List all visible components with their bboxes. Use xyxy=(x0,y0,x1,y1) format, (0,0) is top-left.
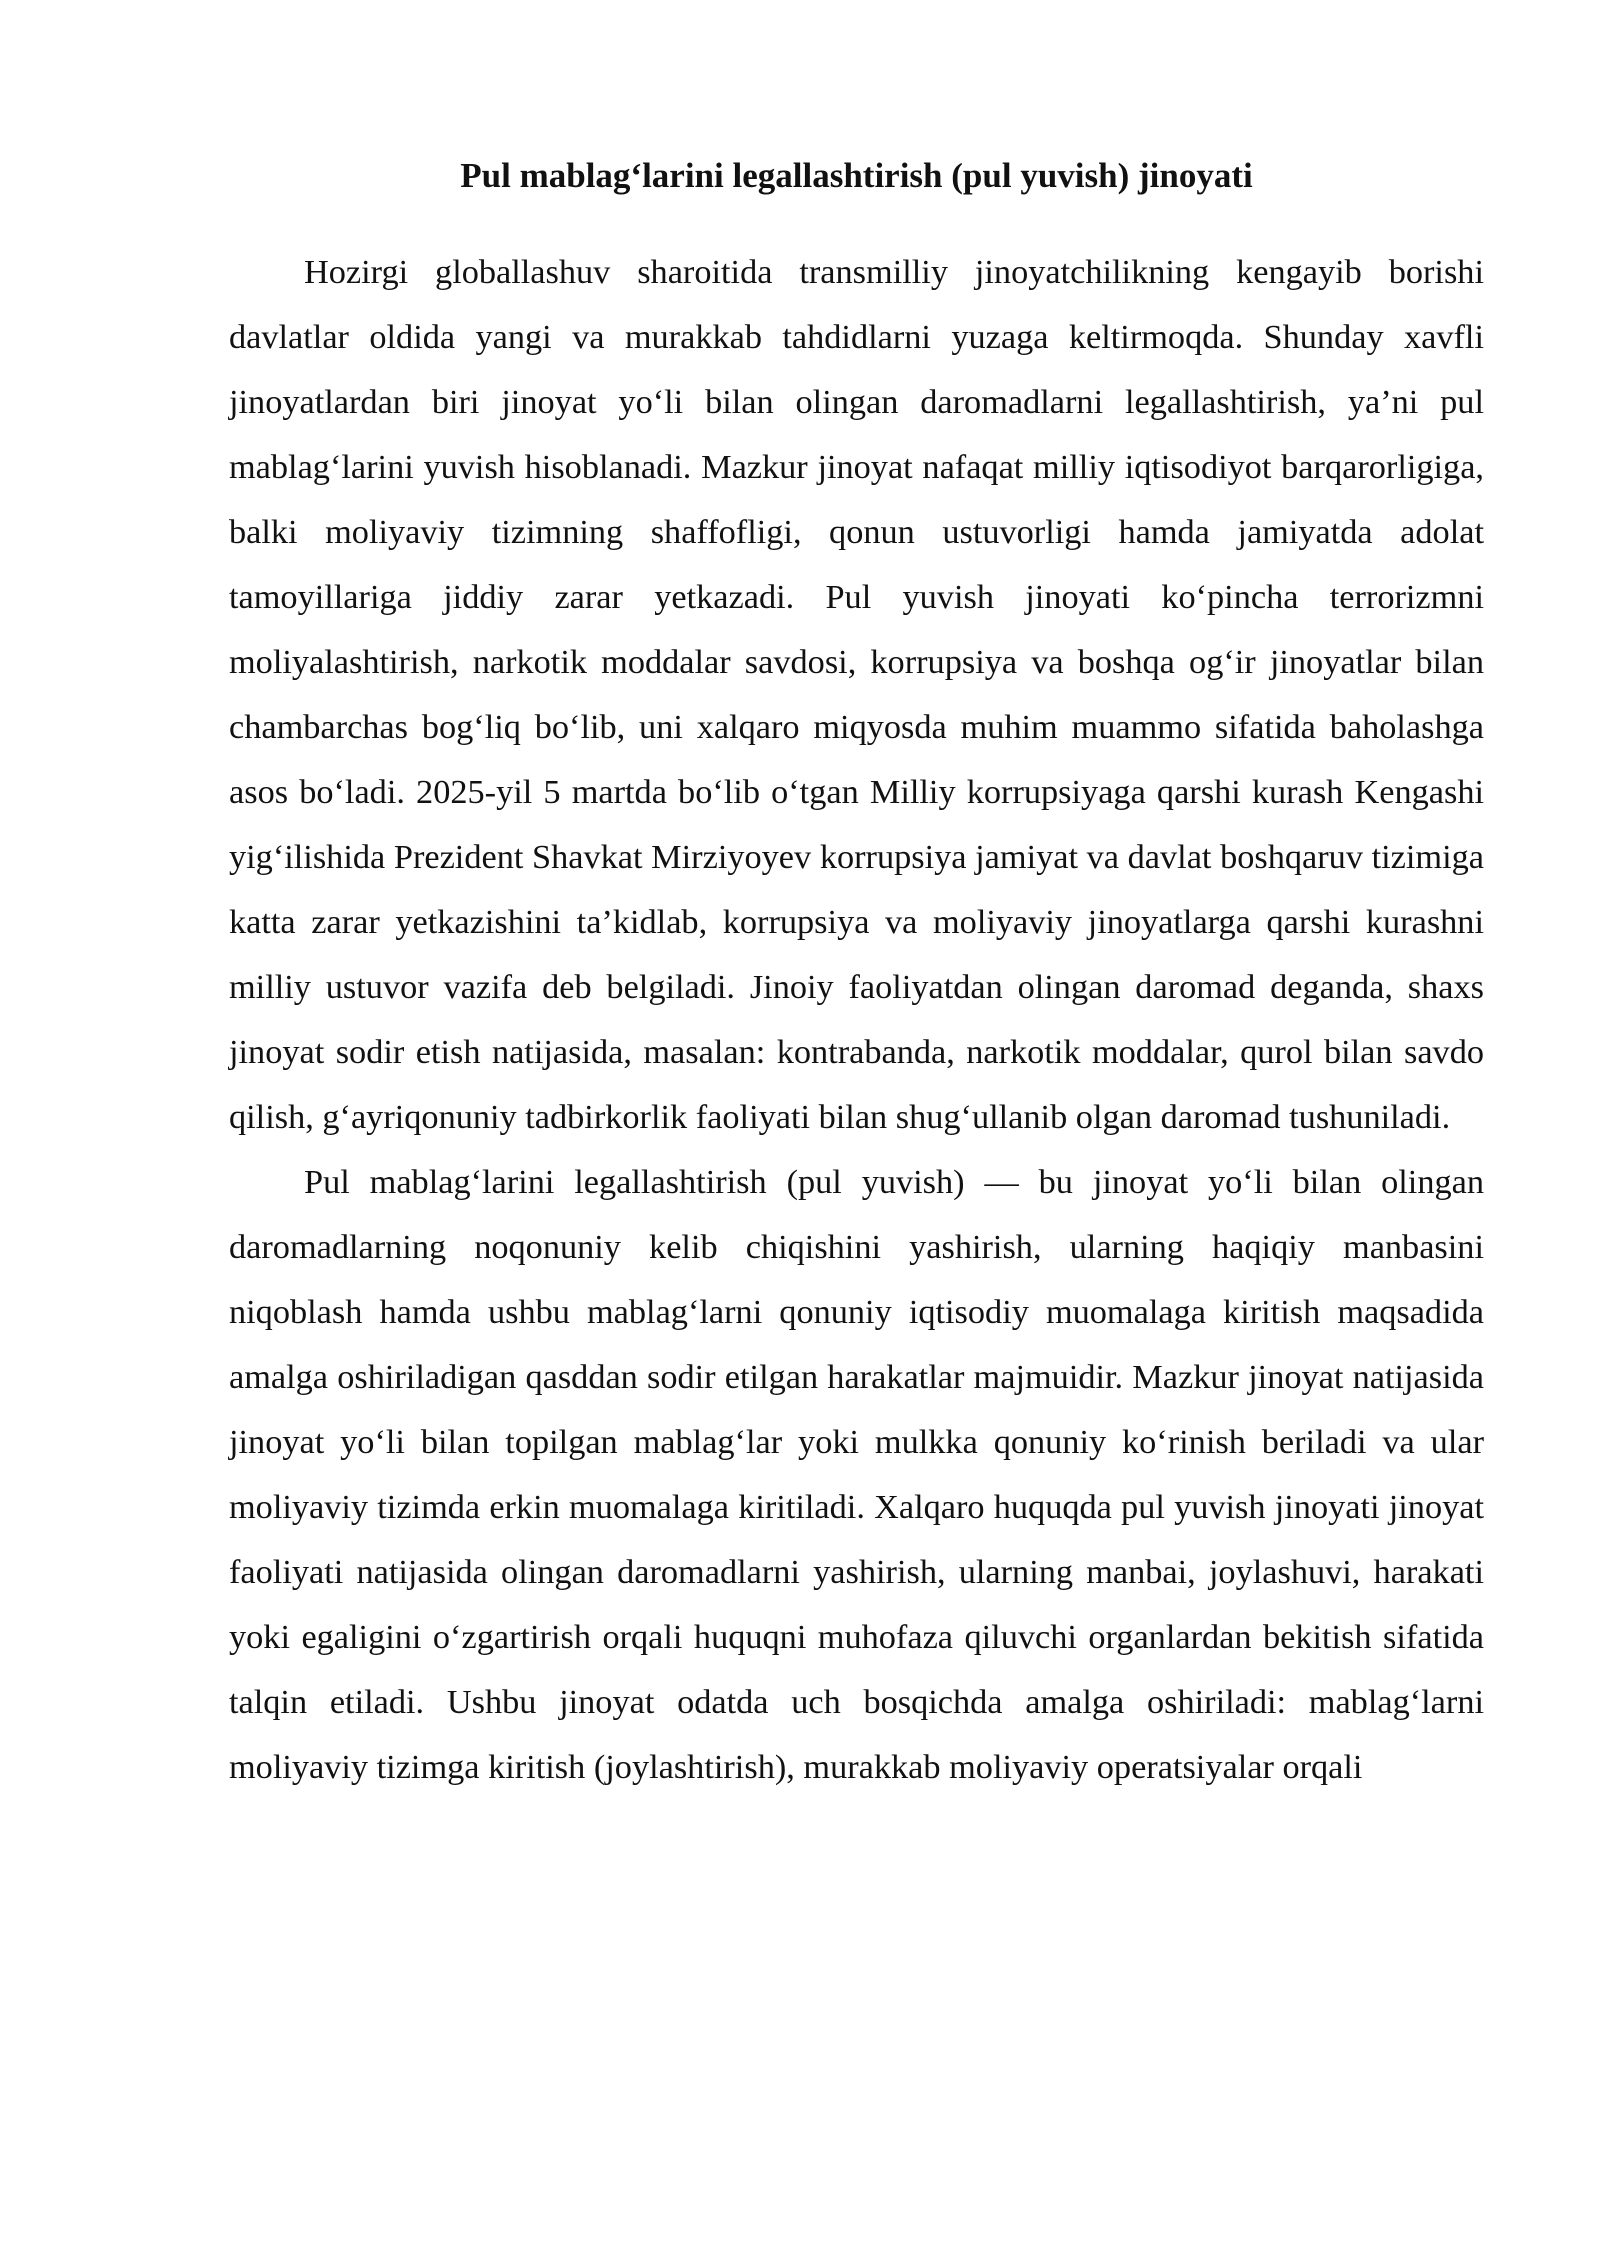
paragraph-1: Hozirgi globallashuv sharoitida transmilliy jinoyatchilikning kengayib borishi davlatlar oldida yangi va murakkab tahdidlarni yuzaga keltirmoqda. Shunday xavfli jinoyatlardan biri jinoyat yo‘li bilan olingan daromadlarni legallashtirish, ya’ni pul mablag‘larini yuvish hisoblanadi. Mazkur jinoyat nafaqat milliy iqtisodiyot barqarorligiga, balki moliyaviy tizimning shaffofligi, qonun ustuvorligi hamda jamiyatda adolat tamoyillariga jiddiy zarar yetkazadi. Pul yuvish jinoyati ko‘pincha terrorizmni moliyalashtirish, narkotik moddalar savdosi, korrupsiya va boshqa og‘ir jinoyatlar bilan chambarchas bog‘liq bo‘lib, uni xalqaro miqyosda muhim muammo sifatida baholashga asos bo‘ladi. 2025-yil 5 martda bo‘lib o‘tgan Milliy korrupsiyaga qarshi kurash Kengashi yig‘ilishida Prezident Shavkat Mirziyoyev korrupsiya jamiyat va davlat boshqaruv tizimiga katta zarar yetkazishini ta’kidlab, korrupsiya va moliyaviy jinoyatlarga qarshi kurashni milliy ustuvor vazifa deb belgiladi. Jinoiy faoliyatdan olingan daromad deganda, shaxs jinoyat sodir etish natijasida, masalan: kontrabanda, narkotik moddalar, qurol bilan savdo qilish, g‘ayriqonuniy tadbirkorlik faoliyati bilan shug‘ullanib olgan daromad tushuniladi. xyxy=(229,253,1484,1136)
document-title: Pul mablag‘larini legallashtirish (pul yuvish) jinoyati xyxy=(460,156,1253,195)
paragraph-2: Pul mablag‘larini legallashtirish (pul yuvish) — bu jinoyat yo‘li bilan olingan daromadlarning noqonuniy kelib chiqishini yashirish, ularning haqiqiy manbasini niqoblash hamda ushbu mablag‘larni qonuniy iqtisodiy muomalaga kiritish maqsadida amalga oshiriladigan qasddan sodir etilgan harakatlar majmuidir. Mazkur jinoyat natijasida jinoyat yo‘li bilan topilgan mablag‘lar yoki mulkka qonuniy ko‘rinish beriladi va ular moliyaviy tizimda erkin muomalaga kiritiladi. Xalqaro huquqda pul yuvish jinoyati jinoyat faoliyati natijasida olingan daromadlarni yashirish, ularning manbai, joylashuvi, harakati yoki egaligini o‘zgartirish orqali huquqni muhofaza qiluvchi organlardan bekitish sifatida talqin etiladi. Ushbu jinoyat odatda uch bosqichda amalga oshiriladi: mablag‘larni moliyaviy tizimga kiritish (joylashtirish), murakkab moliyaviy operatsiyalar orqali xyxy=(229,1163,1484,1786)
document-body xyxy=(229,148,1484,1800)
